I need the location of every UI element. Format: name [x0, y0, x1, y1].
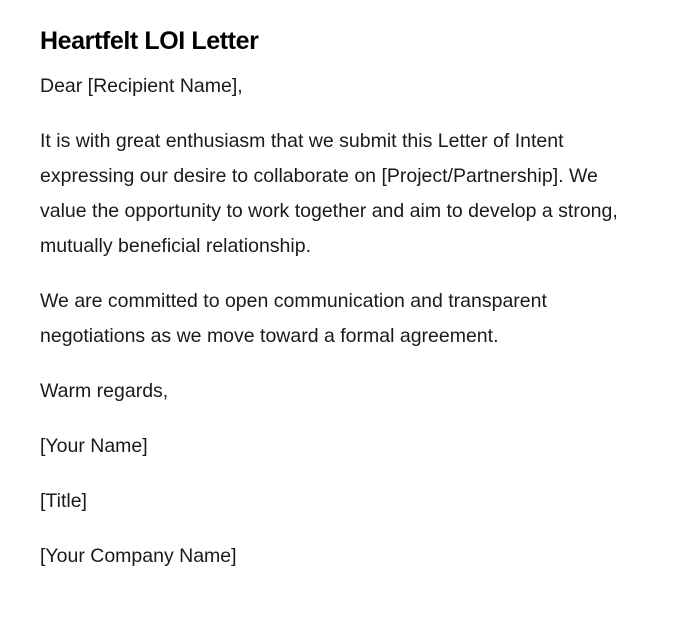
letter-greeting: Dear [Recipient Name], [40, 75, 243, 97]
letter-title: Heartfelt LOI Letter [40, 27, 259, 55]
letter-closing: Warm regards, [40, 380, 169, 402]
signature-title: [Title] [40, 490, 87, 512]
signature-company: [Your Company Name] [40, 545, 237, 567]
signature-name: [Your Name] [40, 435, 148, 457]
letter-paragraph-commitment: We are committed to open communication and transparent negotiations as we move toward a formal agreement. [40, 290, 547, 347]
letter-paragraph-intent: It is with great enthusiasm that we submit this Letter of Intent expressing our desire to collaborate on [Project/Partnership]. We value the opportunity to work together and aim to develop a strong, mutually beneficial relationship. [40, 130, 618, 257]
